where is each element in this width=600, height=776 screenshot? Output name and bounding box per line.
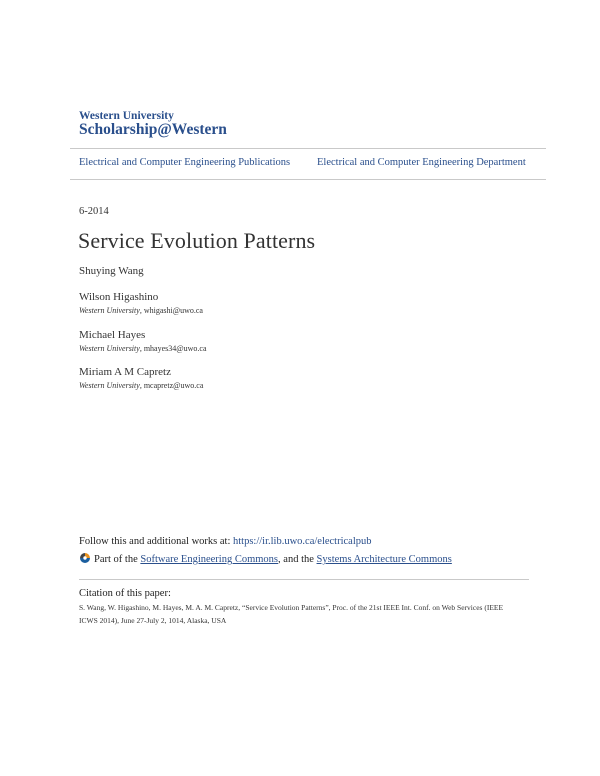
author-name: Miriam A M Capretz [79,366,171,378]
nav-link-publications[interactable]: Electrical and Computer Engineering Publications [79,157,291,168]
follow-text: Follow this and additional works at: [79,536,231,547]
author-affiliation: Western University, mcapretz@uwo.ca [79,381,204,390]
citation-label: Citation of this paper: [79,588,171,599]
author-institution: Western University [79,381,140,390]
divider-citation [79,579,529,580]
and-text: , and the [278,554,314,565]
author-name: Michael Hayes [79,329,146,341]
commons-link-systems-architecture[interactable]: Systems Architecture Commons [316,554,452,565]
nav-link-department[interactable]: Electrical and Computer Engineering Department [317,157,526,168]
author-email[interactable]: mhayes34@uwo.ca [143,344,207,353]
citation-text: S. Wang, W. Higashino, M. Hayes, M. A. M. Capretz, “Service Evolution Patterns”, Proc. of the 21st IEEE Int. Conf. on Web Services (IEEE ICWS 2014), June 27-July 2, 1014, Alaska, USA [79,603,504,625]
author-affiliation: Western University, mhayes34@uwo.ca [79,344,207,353]
author-affiliation: Western University, whigashi@uwo.ca [79,306,203,315]
author-email[interactable]: mcapretz@uwo.ca [143,381,204,390]
author-institution: Western University [79,306,140,315]
author-institution: Western University [79,344,140,353]
part-of-prefix: Part of the [94,554,138,565]
bepress-commons-icon [79,552,91,564]
commons-link-software-engineering[interactable]: Software Engineering Commons [140,554,279,565]
publication-date: 6-2014 [79,206,109,217]
author-name: Wilson Higashino [79,291,159,303]
author-email[interactable]: whigashi@uwo.ca [143,306,203,315]
divider-top [70,148,546,149]
paper-title: Service Evolution Patterns [78,228,316,253]
follow-link[interactable]: https://ir.lib.uwo.ca/electricalpub [233,536,372,547]
university-name: Western University [79,110,174,122]
repository-name[interactable]: Scholarship@Western [79,121,227,138]
divider-mid [70,179,546,180]
follow-line [79,536,372,547]
author-name: Shuying Wang [79,265,144,277]
part-of-line [79,552,452,565]
